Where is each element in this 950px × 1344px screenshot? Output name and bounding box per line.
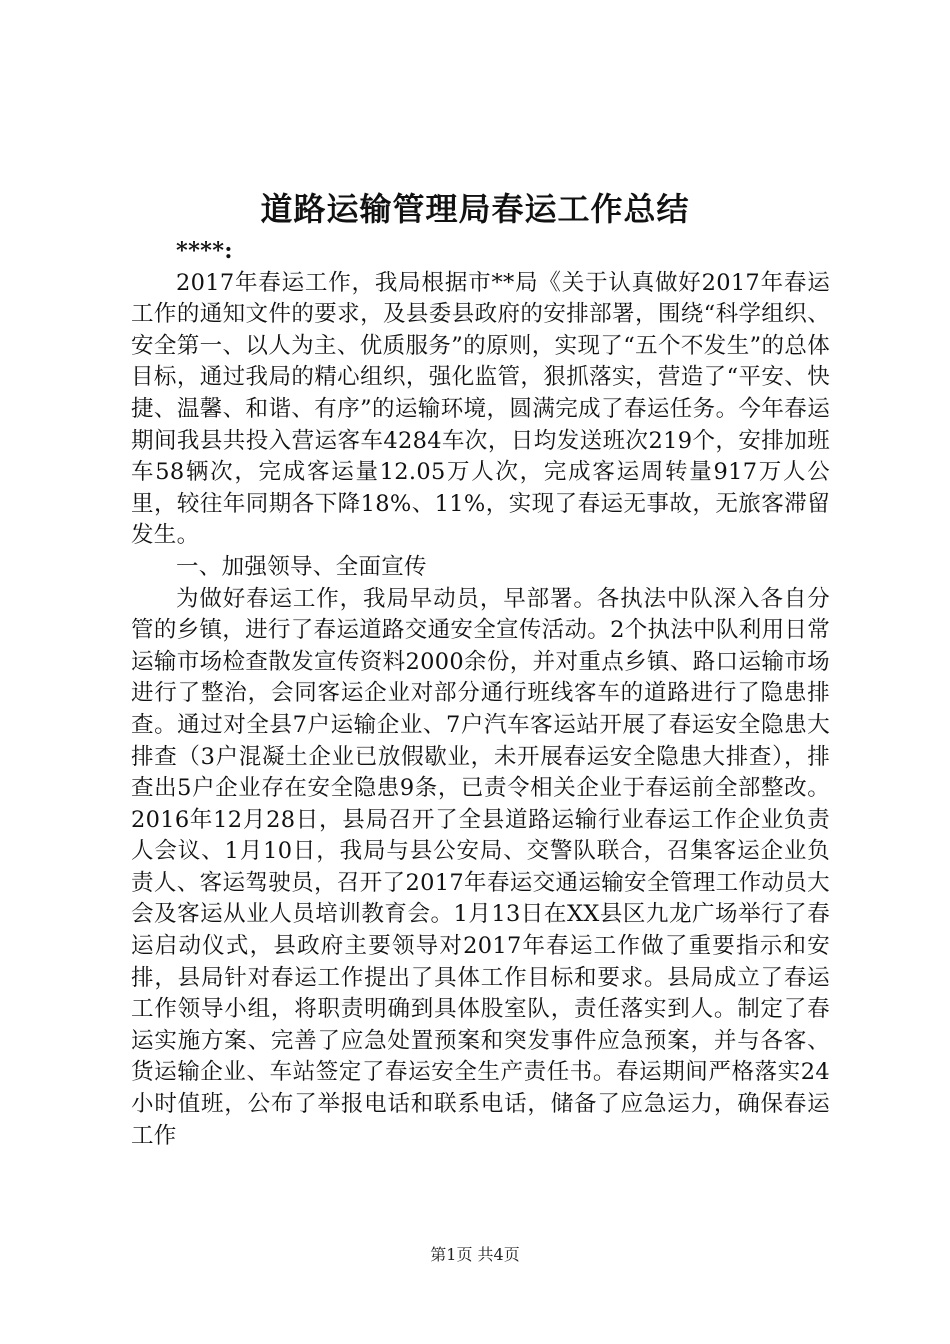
page-footer: 第1页 共4页	[430, 1245, 520, 1264]
paragraph-intro: 2017年春运工作，我局根据市**局《关于认真做好2017年春运工作的通知文件的要求，及县委县政府的安排部署，围绕“科学组织、安全第一、以人为主、优质服务”的原则，实现了“五个不发生”的总体目标，通过我局的精心组织，强化监管，狠抓落实，营造了“平安、快捷、温馨、和谐、有序”的运输环境，圆满完成了春运任务。今年春运期间我县共投入营运客车4284车次，日均发送班次219个，安排加班车58辆次，完成客运量12.05万人次，完成客运周转量917万人公里，较往年同期各下降18%、11%，实现了春运无事故，无旅客滞留发生。	[131, 269, 830, 549]
document-title: 道路运输管理局春运工作总结	[260, 190, 690, 228]
salutation: ****:	[176, 238, 233, 264]
document-body	[131, 236, 830, 1152]
section-heading-1: 一、加强领导、全面宣传	[176, 553, 427, 580]
paragraph-section-1: 为做好春运工作，我局早动员，早部署。各执法中队深入各自分管的乡镇，进行了春运道路交通安全宣传活动。2个执法中队利用日常运输市场检查散发宣传资料2000余份，并对重点乡镇、路口运输市场进行了整治，会同客运企业对部分通行班线客车的道路进行了隐患排查。通过对全县7户运输企业、7户汽车客运站开展了春运安全隐患大排查（3户混凝土企业已放假歇业，未开展春运安全隐患大排查），排查出5户企业存在安全隐患9条，已责令相关企业于春运前全部整改。2016年12月28日，县局召开了全县道路运输行业春运工作企业负责人会议、1月10日，我局与县公安局、交警队联合，召集客运企业负责人、客运驾驶员，召开了2017年春运交通运输安全管理工作动员大会及客运从业人员培训教育会。1月13日在XX县区九龙广场举行了春运启动仪式，县政府主要领导对2017年春运工作做了重要指示和安排，县局针对春运工作提出了具体工作目标和要求。县局成立了春运工作领导小组，将职责明确到具体股室队，责任落实到人。制定了春运实施方案、完善了应急处置预案和突发事件应急预案，并与各客、货运输企业、车站签定了春运安全生产责任书。春运期间严格落实24小时值班，公布了举报电话和联系电话，储备了应急运力，确保春运工作	[131, 585, 830, 1149]
